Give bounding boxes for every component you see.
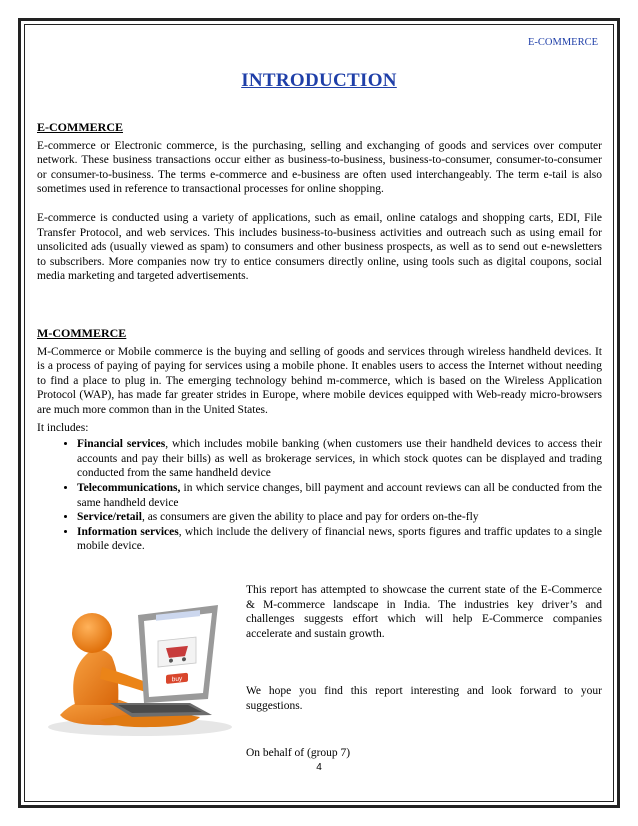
page-title: INTRODUCTION xyxy=(241,70,397,91)
list-item xyxy=(77,510,602,525)
list-item-term: Service/retail xyxy=(77,511,142,524)
list-item-term: Financial services xyxy=(77,438,166,451)
list-item-text: , which include the delivery of financial news, sports figures and traffic updates to a single mobile device. xyxy=(77,525,602,553)
mcommerce-paragraph-1: M-Commerce or Mobile commerce is the buying and selling of goods and services through wireless handheld devices. It is a process of paying of paying for services using a mobile phone. It enables users to access the Internet without needing to find a place to plug in. The emerging technology behind m-commerce, which is based on the Wireless Application Protocol (WAP), has made far greater strides in Europe, where mobile devices equipped with Web-ready micro-browsers are much more common than in the United States. xyxy=(37,345,602,416)
list-item-term: Telecommunications, xyxy=(77,481,181,494)
includes-list xyxy=(37,437,602,554)
ecommerce-heading: E-COMMERCE xyxy=(37,120,123,134)
list-item xyxy=(77,437,602,481)
mcommerce-heading: M-COMMERCE xyxy=(37,326,127,340)
running-header: E-COMMERCE xyxy=(527,37,598,48)
closing-paragraph-2: We hope you find this report interesting and look forward to your suggestions. xyxy=(246,685,602,712)
list-item xyxy=(77,525,602,554)
person-laptop-icon xyxy=(40,575,240,740)
list-item-text: in which service changes, bill payment and account reviews can all be conducted from the same handheld device xyxy=(77,481,602,509)
list-item-text: , which includes mobile banking (when customers use their handheld devices to access their accounts and pay their bills) as well as brokerage services, in which stock quotes can be displayed and trading conducted from the same handheld device xyxy=(77,438,602,480)
list-item-text: , as consumers are given the ability to place and pay for orders on-the-fly xyxy=(141,511,479,524)
closing-paragraph-3: On behalf of (group 7) xyxy=(246,747,351,759)
person-laptop-illustration xyxy=(40,575,240,740)
page-number: 4 xyxy=(316,762,322,773)
list-item xyxy=(77,481,602,510)
screen-buy-button: buy xyxy=(171,675,183,684)
ecommerce-paragraph-1: E-commerce or Electronic commerce, is the purchasing, selling and exchanging of goods and services over computer network. These business transactions occur either as business-to-business, business-to-consumer, consumer-to-consumer or consumer-to-business. The terms e-commerce and e-business are often used interchangeably. The term e-tail is also sometimes used in reference to transactional processes for online shopping. xyxy=(37,139,602,196)
closing-paragraph-1: This report has attempted to showcase the current state of the E-Commerce & M-commerce landscape in India. The industries key driver’s and challenges suggests effort which will help E-Commerce companies accelerate and sustain growth. xyxy=(246,584,602,640)
ecommerce-section xyxy=(37,120,602,284)
mcommerce-section xyxy=(37,326,602,554)
ecommerce-paragraph-2: E-commerce is conducted using a variety of applications, such as email, online catalogs and shopping carts, EDI, File Transfer Protocol, and web services. This includes business-to-business activities and outreach such as using email for unsolicited ads (usually viewed as spam) to consumers and other business prospects, as well as to send out e-newsletters to subscribers. More companies now try to entice consumers directly online, using tools such as digital coupons, social media marketing and targeted advertisements. xyxy=(37,211,602,283)
list-item-term: Information services xyxy=(77,525,179,538)
includes-label: It includes: xyxy=(37,421,89,434)
